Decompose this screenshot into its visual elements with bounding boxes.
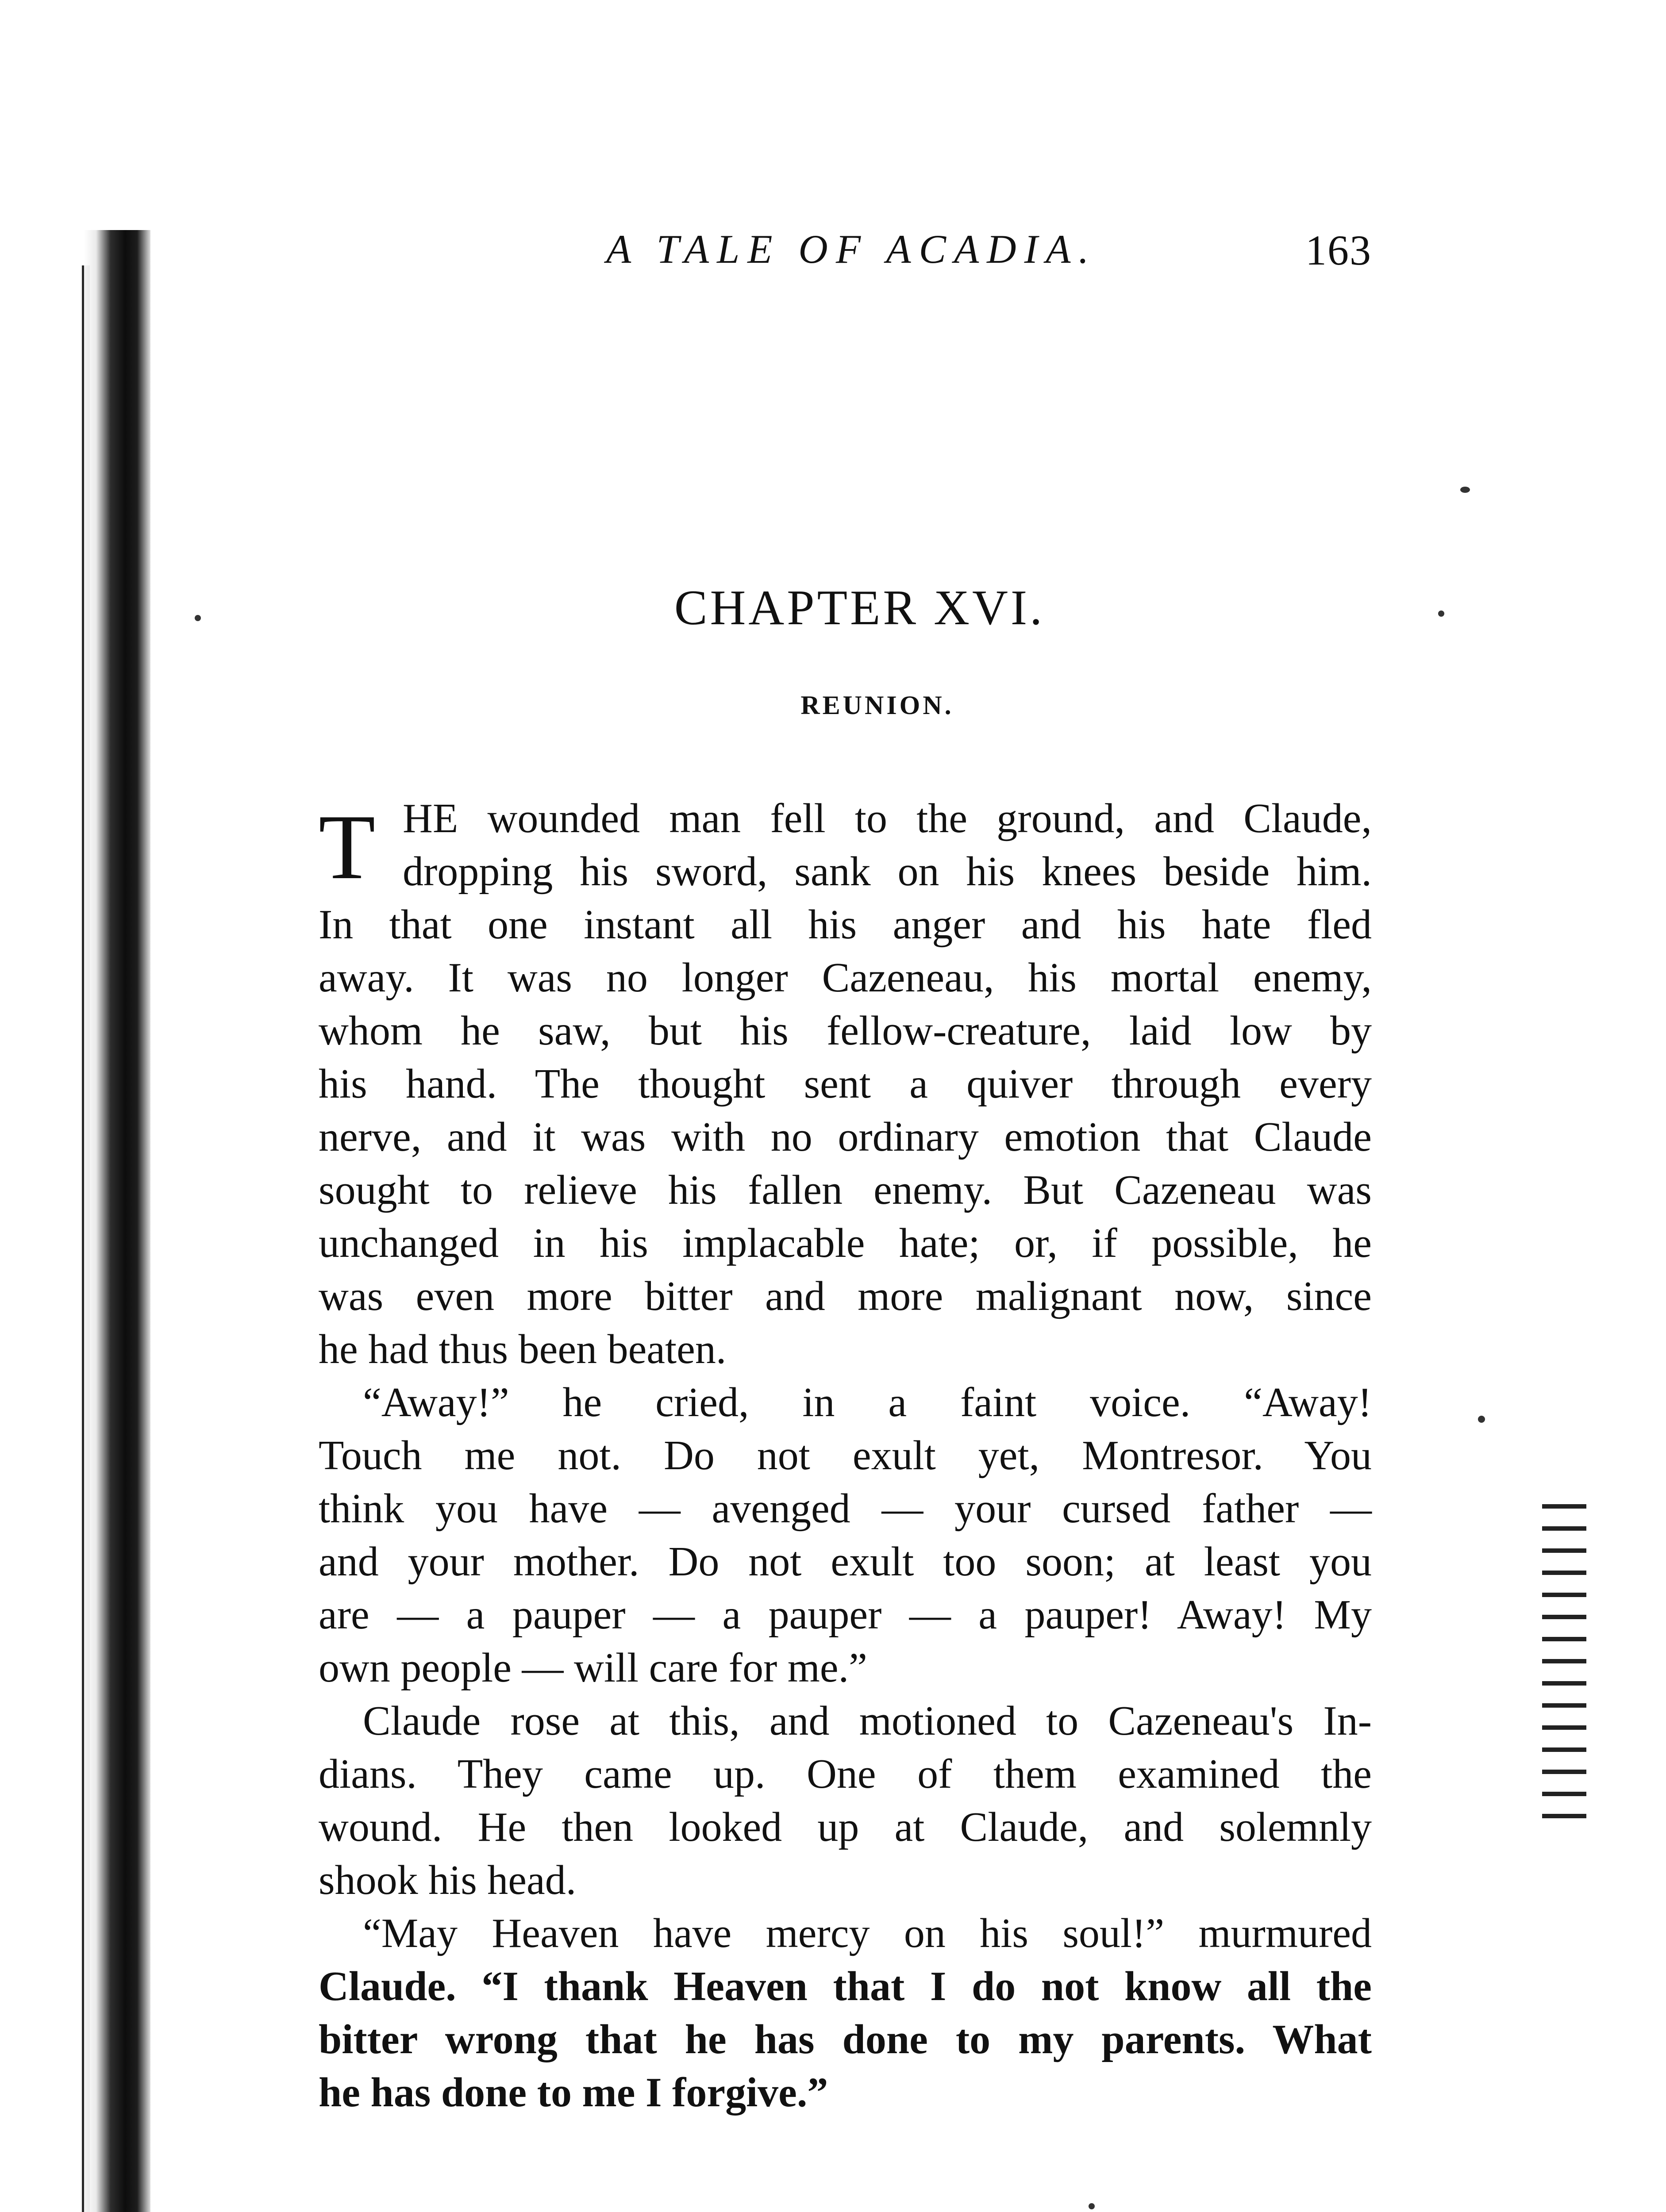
- margin-rule-marks: [1542, 1504, 1586, 1836]
- paragraph-4: [319, 1907, 1372, 2119]
- text-line: whom he saw, but his fellow-creature, laid low by: [319, 1008, 1372, 1054]
- paragraph-1: [319, 792, 1372, 1376]
- margin-mark: [1542, 1681, 1586, 1686]
- book-binding-shadow: [84, 230, 150, 2212]
- margin-mark: [1542, 1593, 1586, 1597]
- text-line: nerve, and it was with no ordinary emotion that Claude: [319, 1114, 1372, 1160]
- page-number: 163: [1305, 227, 1372, 274]
- ink-speck: [1460, 487, 1470, 493]
- text-line: was even more bitter and more malignant now, since: [319, 1273, 1372, 1319]
- margin-mark: [1542, 1637, 1586, 1641]
- text-line: and your mother. Do not exult too soon; at least you: [319, 1539, 1372, 1585]
- margin-mark: [1542, 1725, 1586, 1730]
- margin-mark: [1542, 1792, 1586, 1796]
- ink-speck: [1478, 1416, 1485, 1423]
- margin-mark: [1542, 1747, 1586, 1752]
- paragraph-3: [319, 1694, 1372, 1907]
- text-line: sought to relieve his fallen enemy. But Cazeneau was: [319, 1167, 1372, 1213]
- text-line: “May Heaven have mercy on his soul!” murmured: [363, 1910, 1372, 1956]
- margin-mark: [1542, 1571, 1586, 1575]
- text-line: wound. He then looked up at Claude, and solemnly: [319, 1804, 1372, 1850]
- text-line: think you have — avenged — your cursed father —: [319, 1486, 1372, 1532]
- text-line: away. It was no longer Cazeneau, his mortal enemy,: [319, 955, 1372, 1001]
- margin-mark: [1542, 1615, 1586, 1619]
- chapter-title: CHAPTER XVI.: [674, 580, 1045, 635]
- text-line: shook his head.: [319, 1857, 577, 1903]
- text-line: Touch me not. Do not exult yet, Montresor. You: [319, 1432, 1372, 1479]
- text-line: In that one instant all his anger and his hate fled: [319, 902, 1372, 948]
- text-line: he has done to me I forgive.”: [319, 2070, 828, 2116]
- text-line: “Away!” he cried, in a faint voice. “Away!: [363, 1379, 1372, 1425]
- text-line: bitter wrong that he has done to my parents. What: [319, 2016, 1372, 2062]
- drop-cap: T: [319, 796, 376, 899]
- text-line: dropping his sword, sank on his knees beside him.: [403, 849, 1372, 895]
- ink-speck: [1089, 2203, 1095, 2209]
- text-line: dians. They came up. One of them examined the: [319, 1751, 1372, 1797]
- chapter-subtitle: REUNION.: [800, 691, 954, 720]
- text-line: unchanged in his implacable hate; or, if possible, he: [319, 1220, 1372, 1266]
- text-line: are — a pauper — a pauper — a pauper! Away! My: [319, 1592, 1372, 1638]
- text-line: Claude rose at this, and motioned to Cazeneau's In-: [363, 1698, 1372, 1744]
- margin-mark: [1542, 1504, 1586, 1509]
- text-line: HE wounded man fell to the ground, and Claude,: [403, 795, 1372, 841]
- running-title: A TALE OF ACADIA.: [606, 227, 1097, 272]
- margin-mark: [1542, 1659, 1586, 1663]
- page-header: [319, 226, 1372, 279]
- margin-mark: [1542, 1814, 1586, 1818]
- text-line: his hand. The thought sent a quiver through every: [319, 1061, 1372, 1107]
- body-text: [319, 792, 1372, 2119]
- paragraph-2: [319, 1376, 1372, 1694]
- text-line: he had thus been beaten.: [319, 1326, 727, 1372]
- text-line: own people — will care for me.”: [319, 1645, 867, 1691]
- margin-mark: [1542, 1548, 1586, 1553]
- text-line: Claude. “I thank Heaven that I do not know all the: [319, 1963, 1372, 2009]
- margin-mark: [1542, 1770, 1586, 1774]
- margin-mark: [1542, 1526, 1586, 1531]
- margin-mark: [1542, 1703, 1586, 1708]
